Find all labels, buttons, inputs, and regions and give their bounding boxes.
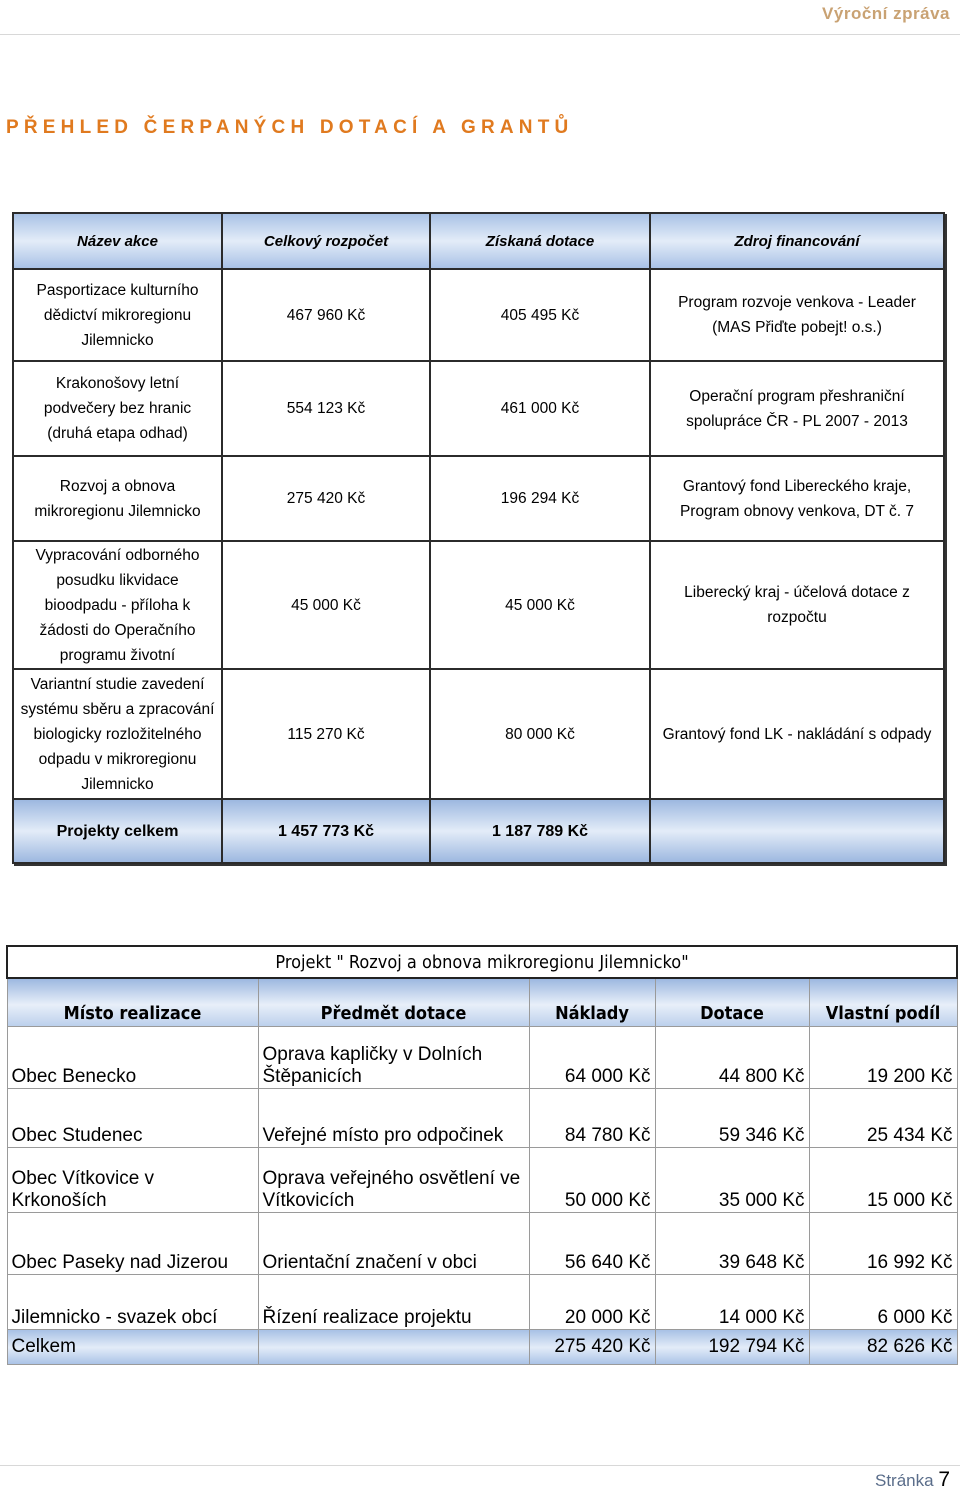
grants-table-header (13, 213, 944, 269)
table-row (7, 1148, 957, 1213)
grant-cell: 196 294 Kč (430, 456, 650, 541)
project-table-header (7, 978, 957, 1027)
own-share-cell: 19 200 Kč (809, 1027, 957, 1089)
budget-cell: 115 270 Kč (222, 669, 430, 799)
table-row (7, 1089, 957, 1148)
total-label: Projekty celkem (13, 799, 222, 863)
table-row (13, 456, 944, 541)
action-name-cell: Pasportizace kulturního dědictví mikroregionu Jilemnicko (13, 269, 222, 361)
grant-cell: 461 000 Kč (430, 361, 650, 456)
budget-cell: 554 123 Kč (222, 361, 430, 456)
grant-cell: 44 800 Kč (655, 1027, 809, 1089)
table-row (7, 1027, 957, 1089)
place-cell: Obec Vítkovice v Krkonoších (7, 1148, 258, 1213)
cost-cell: 20 000 Kč (529, 1275, 655, 1330)
project-table-caption: Projekt " Rozvoj a obnova mikroregionu Jilemnicko" (7, 946, 957, 978)
cost-cell: 84 780 Kč (529, 1089, 655, 1148)
own-share-cell: 6 000 Kč (809, 1275, 957, 1330)
column-header: Náklady (529, 978, 655, 1027)
grant-cell: 80 000 Kč (430, 669, 650, 799)
footer (875, 1468, 950, 1492)
total-budget: 1 457 773 Kč (222, 799, 430, 863)
source-cell: Operační program přeshraniční spolupráce ČR - PL 2007 - 2013 (650, 361, 944, 456)
subject-cell: Oprava veřejného osvětlení ve Vítkovicích (258, 1148, 529, 1213)
place-cell: Obec Paseky nad Jizerou (7, 1213, 258, 1275)
table-row (7, 1213, 957, 1275)
own-share-cell: 16 992 Kč (809, 1213, 957, 1275)
subject-cell: Oprava kapličky v Dolních Štěpanicích (258, 1027, 529, 1089)
budget-cell: 467 960 Kč (222, 269, 430, 361)
total-grant: 192 794 Kč (655, 1330, 809, 1365)
header-divider (0, 34, 960, 35)
subject-cell: Řízení realizace projektu (258, 1275, 529, 1330)
column-header: Místo realizace (7, 978, 258, 1027)
column-header: Předmět dotace (258, 978, 529, 1027)
footer-label: Stránka (874, 1471, 934, 1490)
empty-cell (258, 1330, 529, 1365)
total-cost: 275 420 Kč (529, 1330, 655, 1365)
table-row (13, 269, 944, 361)
table-row (13, 361, 944, 456)
own-share-cell: 15 000 Kč (809, 1148, 957, 1213)
footer-divider (0, 1465, 960, 1466)
total-label: Celkem (7, 1330, 258, 1365)
grant-cell: 45 000 Kč (430, 541, 650, 669)
total-own-share: 82 626 Kč (809, 1330, 957, 1365)
budget-cell: 275 420 Kč (222, 456, 430, 541)
column-header: Název akce (13, 213, 222, 269)
subject-cell: Veřejné místo pro odpočinek (258, 1089, 529, 1148)
action-name-cell: Variantní studie zavedení systému sběru a zpracování biologicky rozložitelného odpadu v mikroregionu Jilemnicko (13, 669, 222, 799)
table-row (13, 541, 944, 669)
page-number: 7 (938, 1468, 950, 1491)
grants-table (12, 212, 945, 864)
place-cell: Obec Benecko (7, 1027, 258, 1089)
action-name-cell: Krakonošovy letní podvečery bez hranic (druhá etapa odhad) (13, 361, 222, 456)
source-cell: Program rozvoje venkova - Leader (MAS Přiďte pobejt! o.s.) (650, 269, 944, 361)
column-header: Vlastní podíl (809, 978, 957, 1027)
grant-cell: 39 648 Kč (655, 1213, 809, 1275)
project-total-row (7, 1330, 957, 1365)
column-header: Celkový rozpočet (222, 213, 430, 269)
budget-cell: 45 000 Kč (222, 541, 430, 669)
source-cell: Grantový fond LK - nakládání s odpady (650, 669, 944, 799)
empty-cell (650, 799, 944, 863)
column-header: Dotace (655, 978, 809, 1027)
project-table (6, 945, 958, 1365)
place-cell: Obec Studenec (7, 1089, 258, 1148)
grants-total-row (13, 799, 944, 863)
grant-cell: 35 000 Kč (655, 1148, 809, 1213)
table-row (7, 1275, 957, 1330)
total-grant: 1 187 789 Kč (430, 799, 650, 863)
cost-cell: 64 000 Kč (529, 1027, 655, 1089)
action-name-cell: Rozvoj a obnova mikroregionu Jilemnicko (13, 456, 222, 541)
cost-cell: 56 640 Kč (529, 1213, 655, 1275)
column-header: Zdroj financování (650, 213, 944, 269)
subject-cell: Orientační značení v obci (258, 1213, 529, 1275)
section-title: PŘEHLED ČERPANÝCH DOTACÍ A GRANTŮ (6, 117, 574, 138)
cost-cell: 50 000 Kč (529, 1148, 655, 1213)
header-title: Výroční zpráva (822, 4, 950, 23)
action-name-cell: Vypracování odborného posudku likvidace bioodpadu - příloha k žádosti do Operačního programu životní (13, 541, 222, 669)
source-cell: Liberecký kraj - účelová dotace z rozpočtu (650, 541, 944, 669)
grant-cell: 405 495 Kč (430, 269, 650, 361)
own-share-cell: 25 434 Kč (809, 1089, 957, 1148)
column-header: Získaná dotace (430, 213, 650, 269)
place-cell: Jilemnicko - svazek obcí (7, 1275, 258, 1330)
table-row (13, 669, 944, 799)
project-table-caption-row (7, 946, 957, 978)
grant-cell: 59 346 Kč (655, 1089, 809, 1148)
project-table-wrapper (6, 945, 956, 1365)
grant-cell: 14 000 Kč (655, 1275, 809, 1330)
source-cell: Grantový fond Libereckého kraje, Program obnovy venkova, DT č. 7 (650, 456, 944, 541)
